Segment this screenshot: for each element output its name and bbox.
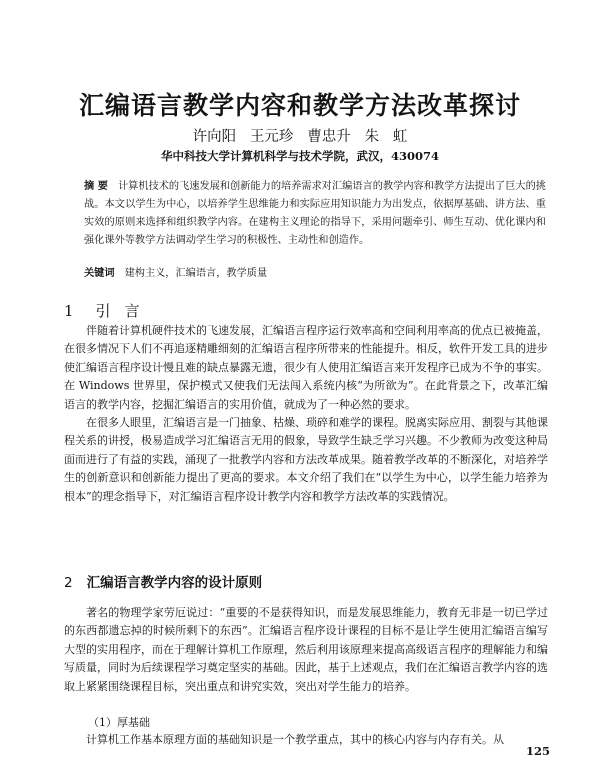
abstract xyxy=(84,178,546,250)
paragraph: 著名的物理学家劳厄说过：“重要的不是获得知识，而是发展思维能力，教育无非是一切已学过的东西都遗忘掉的时候所剩下的东西”。汇编语言程序设计课程的目标不是让学生使用汇编语言编写大型的实用程序，而在于理解计算机工作原理，然后利用该原理来提高高级语言程序的理解能力和编写质量，同时为后续课程学习奠定坚实的基础。因此，基于上述观点，我们在汇编语言教学内容的选取上紧紧围绕课程目标，突出重点和讲究实效，突出对学生能力的培养。 xyxy=(64,606,548,693)
author-list: 许向阳 王元珍 曹忠升 朱 虹 xyxy=(192,129,408,145)
paragraph-fragment: 计算机工作基本原理方面的基础知识是一个教学重点，其中的核心内容与内存有关。从 xyxy=(86,733,504,746)
subsection-heading: （1）厚基础 xyxy=(88,716,150,729)
section-1-number: 1 xyxy=(64,302,74,320)
paper-title: 汇编语言教学内容和教学方法改革探讨 xyxy=(78,91,521,120)
abstract-label: 摘 要 xyxy=(84,181,108,192)
keywords-text: 建构主义，汇编语言，教学质量 xyxy=(124,268,268,279)
paragraph: 在很多人眼里，汇编语言是一门抽象、枯燥、琐碎和难学的课程。脱离实际应用、割裂与其他课程关系的讲授，极易造成学习汇编语言无用的假象，导致学生缺乏学习兴趣。不少教师为改变这种局面而进行了有益的实践，涌现了一批教学内容和方法改革成果。随着教学改革的不断深化，对培养学生的创新意识和创新能力提出了更高的要求。本文介绍了我们在“以学生为中心，以学生能力培养为根本”的理念指导下，对汇编语言程序设计教学内容和教学方法改革的实践情况。 xyxy=(64,416,548,503)
section-2-body xyxy=(64,604,548,696)
paragraph: 伴随着计算机硬件技术的飞速发展，汇编语言程序运行效率高和空间利用率高的优点已被掩盖，在很多情况下人们不再追逐精雕细刻的汇编语言程序所带来的性能提升。相反，软件开发工具的进步使汇编语言程序设计慢且难的缺点暴露无遗，很少有人使用汇编语言来开发程序已成为不争的事实。在 Windows 世界里，保护模式又使我们无法闯入系统内核“为所欲为”。在此背景之下，改革汇编语言的教学内容，挖掘汇编语言的实用价值，就成为了一种必然的要求。 xyxy=(64,324,548,411)
section-1-body xyxy=(64,322,548,506)
affiliation: 华中科技大学计算机科学与技术学院，武汉，430074 xyxy=(160,149,439,163)
abstract-text: 计算机技术的飞速发展和创新能力的培养需求对汇编语言的教学内容和教学方法提出了巨大的挑战。本文以学生为中心，以培养学生思维能力和实际应用知识能力为出发点，依据厚基础、讲方法、重实效的原则来选择和组织教学内容。在建构主义理论的指导下，采用问题牵引、师生互动、优化课内和强化课外等教学方法调动学生学习的积极性、主动性和创造作。 xyxy=(84,181,546,246)
section-2-heading xyxy=(64,571,262,591)
section-2-number: 2 xyxy=(64,575,73,591)
section-1-heading xyxy=(64,300,154,321)
section-1-title: 引言 xyxy=(95,302,154,320)
keywords-label: 关键词 xyxy=(84,268,115,279)
page-number: 125 xyxy=(525,744,550,758)
section-2-title: 汇编语言教学内容的设计原则 xyxy=(86,575,263,591)
keywords xyxy=(84,264,546,279)
